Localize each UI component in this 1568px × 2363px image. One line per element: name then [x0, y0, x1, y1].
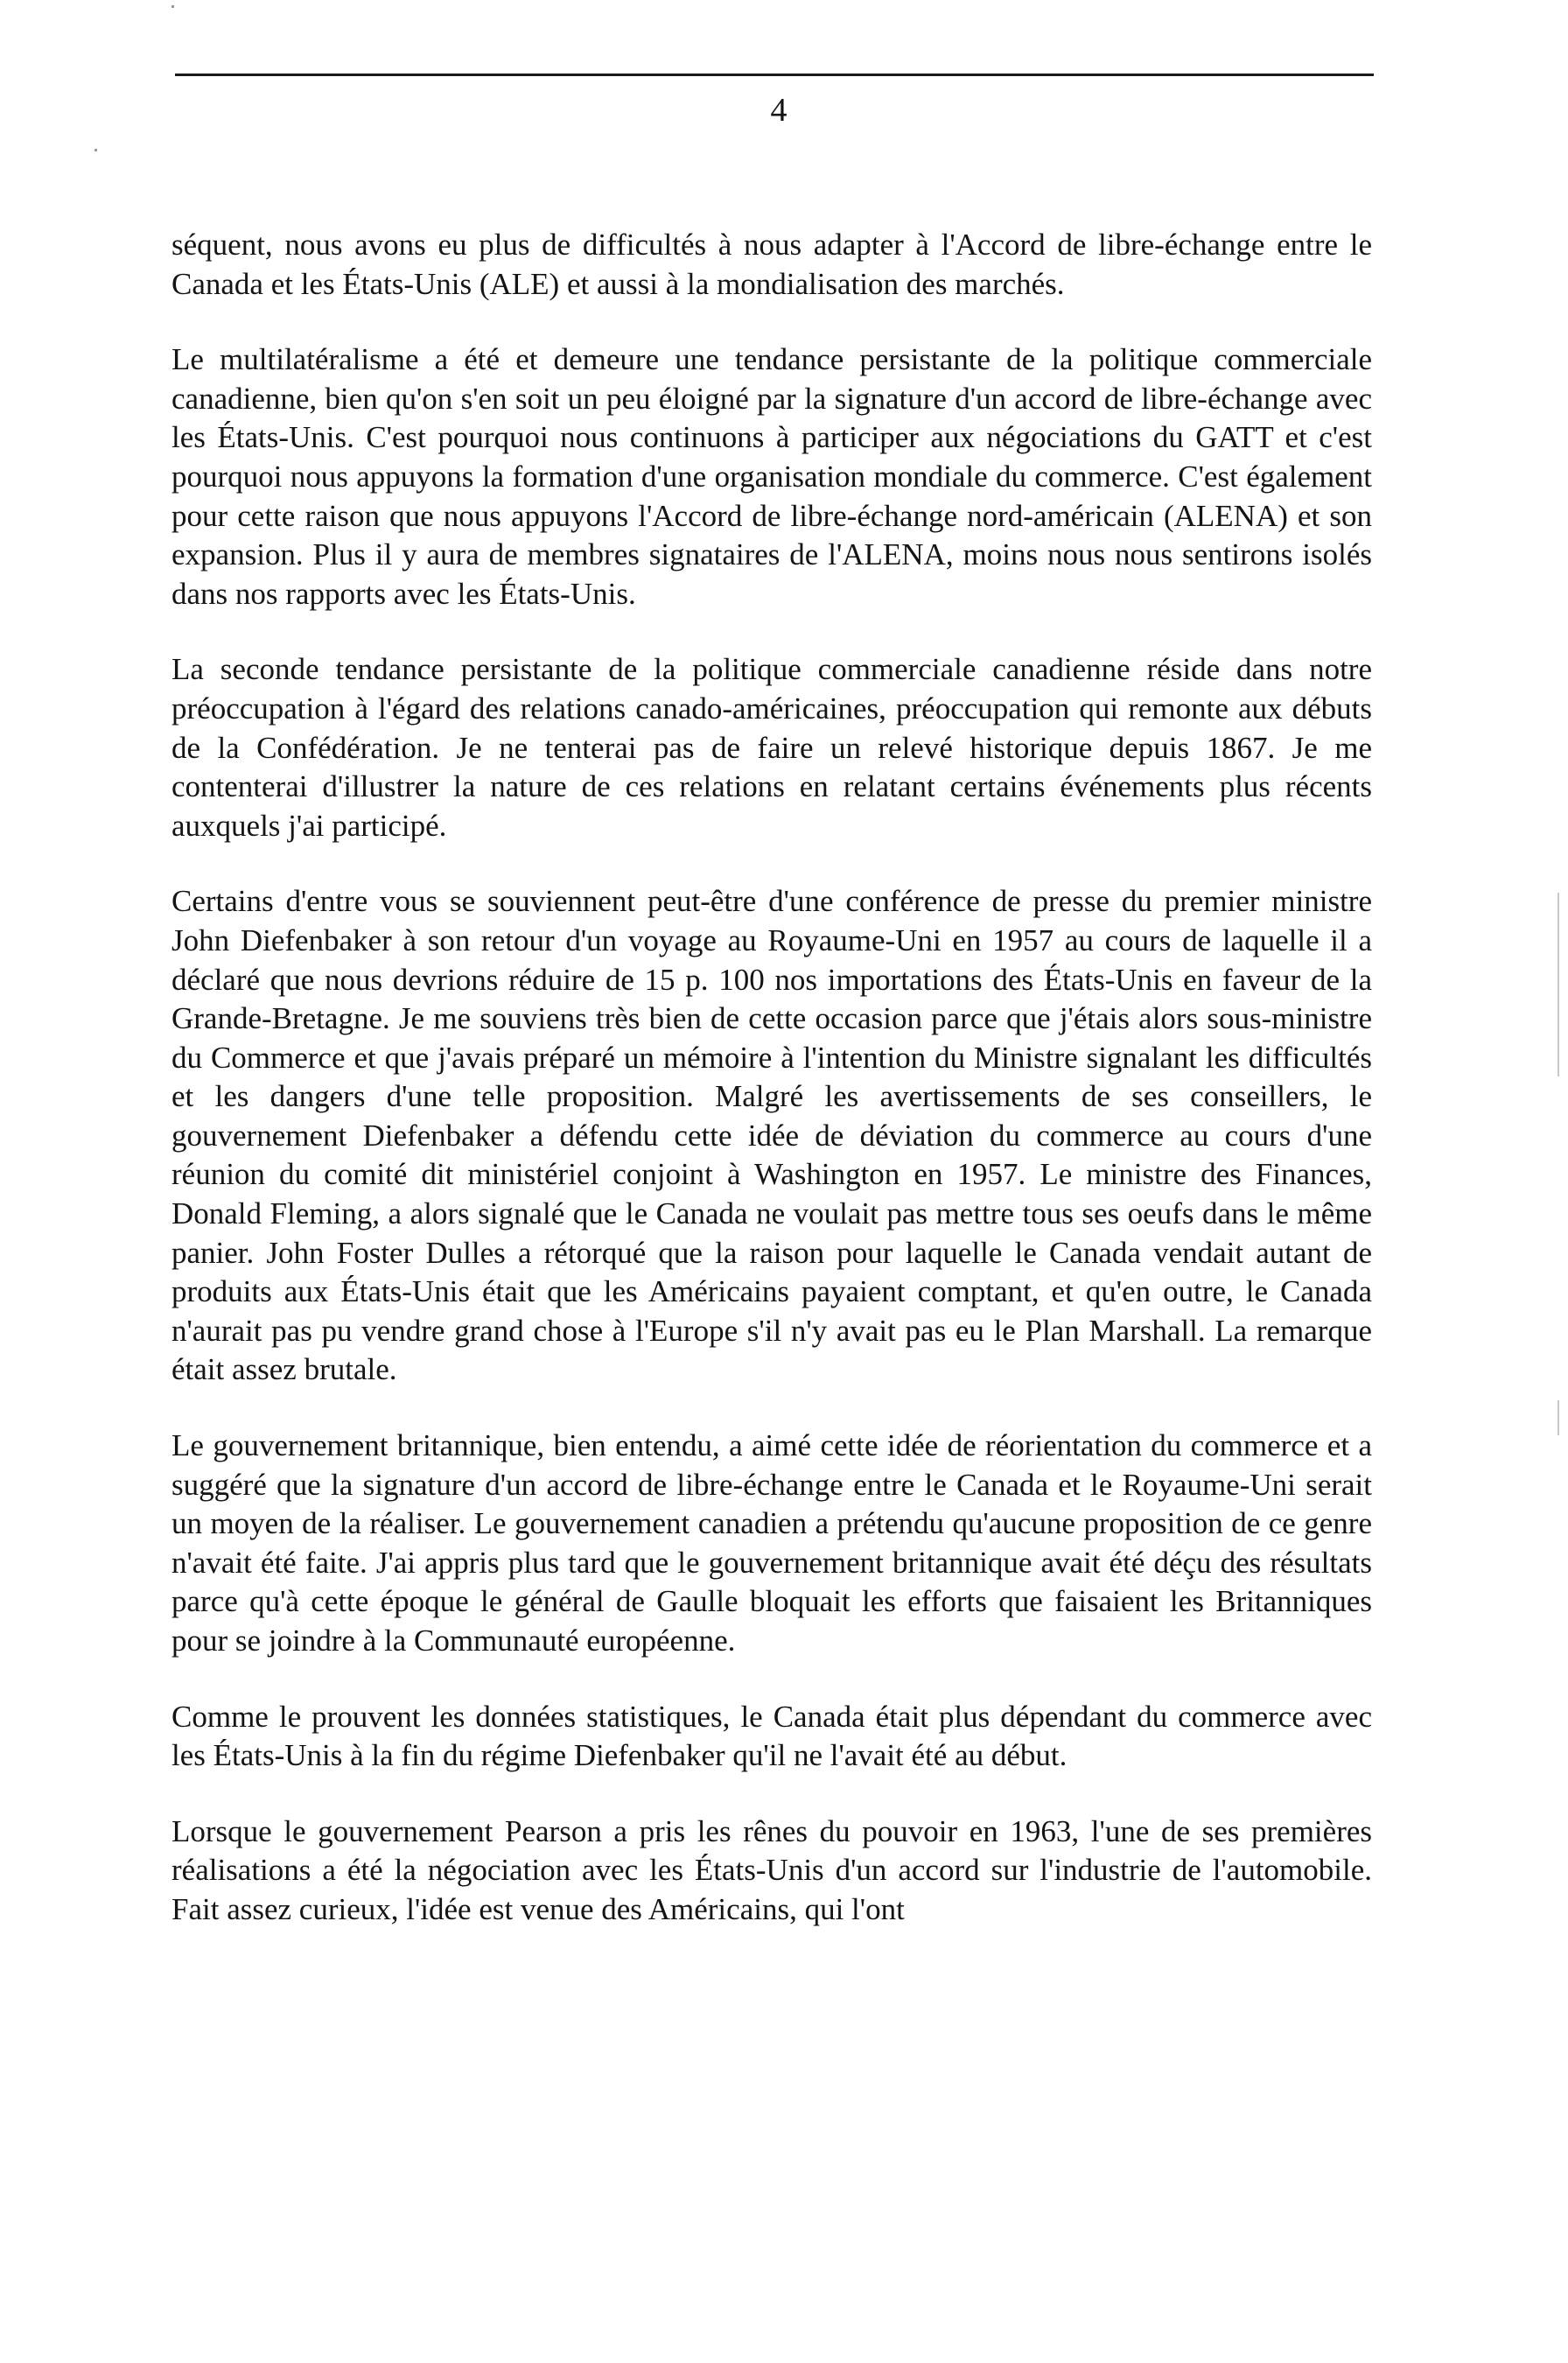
document-body [172, 226, 1372, 1967]
page-number: 4 [770, 92, 788, 129]
paragraph-2: Le multilatéralisme a été et demeure une tendance persistante de la politique commerciale canadienne, bien qu'on s'en soit un peu éloigné par la signature d'un accord de libre-échange avec les États-Unis. C'est pourquoi nous continuons à participer aux négociations du GATT et c'est pourquoi nous appuyons la formation d'une organisation mondiale du commerce. C'est également pour cette raison que nous appuyons l'Accord de libre-échange nord-américain (ALENA) et son expansion. Plus il y aura de membres signataires de l'ALENA, moins nous nous sentirons isolés dans nos rapports avec les États-Unis. [172, 342, 1372, 611]
paragraph-5: Le gouvernement britannique, bien entendu, a aimé cette idée de réorientation du commerce et a suggéré que la signature d'un accord de libre-échange entre le Canada et le Royaume-Uni serait un moyen de la réaliser. Le gouvernement canadien a prétendu qu'aucune proposition de ce genre n'avait été faite. J'ai appris plus tard que le gouvernement britannique avait été déçu des résultats parce qu'à cette époque le général de Gaulle bloquait les efforts que faisaient les Britanniques pour se joindre à la Communauté européenne. [172, 1428, 1372, 1658]
scan-edge-line [1558, 1400, 1559, 1435]
paragraph-3: La seconde tendance persistante de la politique commerciale canadienne réside dans notre préoccupation à l'égard des relations canado-américaines, préoccupation qui remonte aux débuts de la Confédération. Je ne tenterai pas de faire un relevé historique depuis 1867. Je me contenterai d'illustrer la nature de ces relations en relatant certains événements plus récents auxquels j'ai participé. [172, 652, 1372, 843]
paragraph-1: séquent, nous avons eu plus de difficultés à nous adapter à l'Accord de libre-échange entre le Canada et les États-Unis (ALE) et aussi à la mondialisation des marchés. [172, 228, 1372, 301]
scan-speck [172, 5, 174, 8]
header-rule [175, 74, 1374, 76]
paragraph-4: Certains d'entre vous se souviennent peut-être d'une conférence de presse du premier ministre John Diefenbaker à son retour d'un voyage au Royaume-Uni en 1957 au cours de laquelle il a déclaré que nous devrions réduire de 15 p. 100 nos importations des États-Unis en faveur de la Grande-Bretagne. Je me souviens très bien de cette occasion parce que j'étais alors sous-ministre du Commerce et que j'avais préparé un mémoire à l'intention du Ministre signalant les difficultés et les dangers d'une telle proposition. Malgré les avertissements de ses conseillers, le gouvernement Diefenbaker a défendu cette idée de déviation du commerce au cours d'une réunion du comité dit ministériel conjoint à Washington en 1957. Le ministre des Finances, Donald Fleming, a alors signalé que le Canada ne voulait pas mettre tous ses oeufs dans le même panier. John Foster Dulles a rétorqué que la raison pour laquelle le Canada vendait autant de produits aux États-Unis était que les Américains payaient comptant, et qu'en outre, le Canada n'aurait pas pu vendre grand chose à l'Europe s'il n'y avait pas eu le Plan Marshall. La remarque était assez brutale. [172, 884, 1372, 1387]
paragraph-6: Comme le prouvent les données statistiques, le Canada était plus dépendant du commerce avec les États-Unis à la fin du régime Diefenbaker qu'il ne l'avait été au début. [172, 1699, 1372, 1773]
paragraph-7: Lorsque le gouvernement Pearson a pris les rênes du pouvoir en 1963, l'une de ses premières réalisations a été la négociation avec les États-Unis d'un accord sur l'industrie de l'automobile. Fait assez curieux, l'idée est venue des Américains, qui l'ont [172, 1813, 1372, 1926]
scan-edge-line [1558, 893, 1559, 1076]
scan-speck [94, 149, 97, 151]
